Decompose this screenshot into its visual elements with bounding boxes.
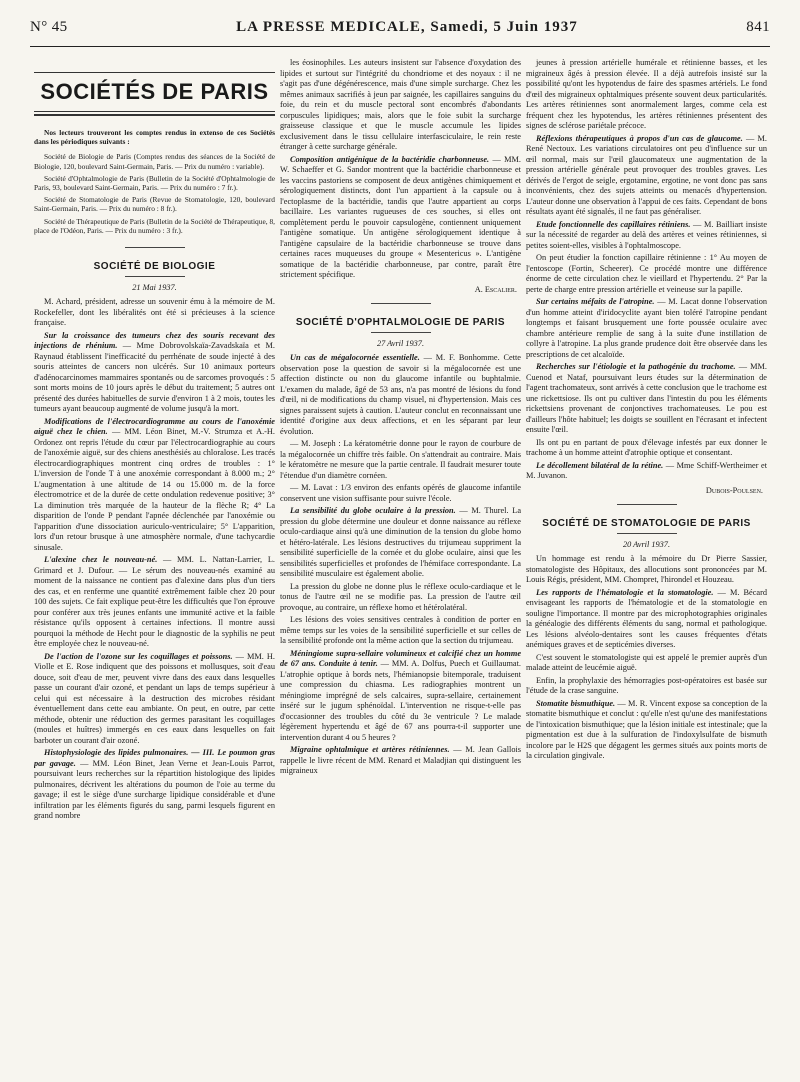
article-paragraph: — M. Lavat : 1/3 environ des enfants opérés de glaucome infantile conservent une vision suffisante pour suivre l'école. xyxy=(280,483,521,503)
article-paragraph: Etude fonctionnelle des capillaires rétiniens. — M. Bailliart insiste sur la nécessité de regarder au delà des artères et veines rétiniennes, si petites soient-elles, visibles à l'ophtalmoscope. xyxy=(526,219,767,250)
section-title-stomatologie: SOCIÉTÉ DE STOMATOLOGIE DE PARIS xyxy=(542,518,751,529)
section-rule xyxy=(125,276,185,277)
article-paragraph: Les lésions des voies sensitives centrales à condition de porter en même temps sur les voies de la sensibilité superficielle et sur celles de la sensibilité profonde ont la même action que la section du trijumeau. xyxy=(280,615,521,645)
section-rule xyxy=(125,247,185,248)
article-paragraph: La sensibilité du globe oculaire à la pression. — M. Thurel. La pression du globe détermine une douleur et donne naissance au réflexe oculo-cardiaque ainsi qu'à une diminution de la tension du globe homo et hétéro-latérale. Les lésions destructives du trijumeau suppriment la sensibilité superficielle de la cornée et du globe oculaire, ainsi que les sensibilités superficielles et profondes de l'hémiface correspondante. La sensibilité musculaire est également abolie. xyxy=(280,506,521,578)
title-rule xyxy=(34,114,275,116)
article-paragraph: L'alexine chez le nouveau-né. — MM. L. Nattan-Larrier, L. Grimard et J. Dufour. — Le sérum des nouveau-nés examiné au moment de la naissance ne contient pas d'alexine dans plus d'un tiers des cas, et en renferme une quantité extrêmement faible chez 20 pour 100 des sujets. Ce fait explique peut-être les difficultés que l'on éprouve pour conférer aux très jeunes enfants une immunité active et la faible résistance qu'ils opposent à certaines infections. Il montre aussi pourquoi la méthode de Hecht pour le diagnostic de la syphilis ne peut être employée chez le nouveau-né. xyxy=(34,555,275,649)
note-item: Société de Stomatologie de Paris (Revue de Stomatologie, 120, boulevard Saint-Germain, Paris. — Prix du numéro : 8 fr.). xyxy=(34,195,275,214)
article-paragraph: M. Achard, président, adresse un souvenir ému à la mémoire de M. Rockefeller, dont les libéralités ont été si précieuses à la science française. xyxy=(34,297,275,328)
header-rule xyxy=(30,46,770,47)
article-paragraph: Migraine ophtalmique et artères rétiniennes. — M. Jean Gallois rappelle le livre récent de MM. Renard et Maladjian qui distinguent les migraineux xyxy=(280,745,521,775)
main-title: SOCIÉTÉS DE PARIS xyxy=(34,72,275,112)
column-2 xyxy=(280,58,521,1058)
article-paragraph: C'est souvent le stomatologiste qui est appelé le premier auprès d'un malade atteint de leucémie aiguë. xyxy=(526,652,767,672)
section-title-biologie: SOCIÉTÉ DE BIOLOGIE xyxy=(93,261,216,273)
article-paragraph: La pression du globe ne donne plus le réflexe oculo-cardiaque et le tonus de l'autre œil ne se modifie pas. La pression de l'autre œil provoque, au contraire, un réflexe homo et hétérolatéral. xyxy=(280,581,521,612)
article-paragraph: Composition antigénique de la bactéridie charbonneuse. — MM. W. Schaeffer et G. Sandor montrent que la bactéridie charbonneuse et les vaccins pastoriens se composent de deux antigènes chimiquement et sérologiquement distincts, dont l'un appartient à la capsule ou à l'ectoplasme de la bactéridie, tandis que l'autre appartient au corps bacillaire. Les variantes rugueuses de ces souches, si elles ont complètement perdu le pouvoir capsulogène, contiennent uniquement l'antigène somatique. Un antigène sérologiquement identique à l'antigène capsulaire de la bactéridie charbonneuse se trouve dans certaines races muqueuses du groupe « Mesentericus ». L'antigène somatique de la bactéridie charbonneuse, par contre, paraît être strictement spécifique. xyxy=(280,154,521,279)
session-date: 27 Avril 1937. xyxy=(376,338,425,348)
section-rule xyxy=(617,533,677,534)
section-rule xyxy=(371,303,431,304)
article-paragraph: Les rapports de l'hématologie et la stomatologie. — M. Bécard envisageant les rapports de l'hématologie et de la stomatologie en souligne l'importance. Il montre par des microphotographies originales la généalogie des différents éléments du sang, normal et pathologique. Les lésions alvéolo-dentaires sont les causes fréquentes d'états anémiques graves et de septicémies diverses. xyxy=(526,587,767,649)
session-date: 21 Mai 1937. xyxy=(132,282,177,292)
article-paragraph: Un hommage est rendu à la mémoire du Dr Pierre Sassier, stomatologiste des Hôpitaux, des allocutions sont prononcées par M. Louis Régis, président, MM. Chompret, l'hirondel et Houzeau. xyxy=(526,554,767,584)
author-signature: A. Escalier. xyxy=(474,284,517,294)
note-item: Société d'Ophtalmologie de Paris (Bulletin de la Société d'Ophtalmologie de Paris, 93, boulevard Saint-Germain, Paris. — Prix du numéro : 7 fr.). xyxy=(34,173,275,193)
section-rule xyxy=(371,332,431,333)
author-signature: Dubois-Poulsen. xyxy=(705,485,763,495)
page-number: 841 xyxy=(746,19,770,35)
article-paragraph: Enfin, la prophylaxie des hémorragies post-opératoires est basée sur l'étude de la crase sanguine. xyxy=(526,675,767,695)
article-paragraph: Recherches sur l'étiologie et la pathogénie du trachome. — MM. Cuenod et Nataf, poursuivant leurs études sur la détermination de l'agent trachomateux, sont arrivés à cette conclusion que le trachome est une rickettsiose. Ils ont pu cultiver dans l'intestin du pou les éléments rickettsiens provenant de conjonctives trachomateuses. Le pou est d'ailleurs l'hôte habituel; les doigts se souillent en l'écrasant et infectent ensuite l'œil. xyxy=(526,362,767,434)
article-paragraph: jeunes à pression artérielle humérale et rétinienne basses, et les migraineux âgés à pression élevée. Il a déjà autrefois insisté sur la possibilité qu'ont les hypotendus de faire des spasmes artériels. Le fond d'œil des migraineux ophtalmiques présente souvent deux particularités. Les artères rétiniennes sont anormalement larges, comme cela est fréquent chez les hypotendus, les artères rétiniennes présentent des signes de sclérose pariétale précoce. xyxy=(526,58,767,130)
article-paragraph: Stomatite bismuthique. — M. R. Vincent expose sa conception de la stomatite bismuthique et conclut : qu'elle n'est qu'une des manifestations de l'intoxication bismuthique; que la lésion initiale est intestinale; que la pigmentation est due à la sulfuration de l'indoxylsulfate de bismuth incolore par le H2S que dégagent les germes situés aux points morts de la circulation gingivale. xyxy=(526,698,767,760)
column-3 xyxy=(526,58,767,1058)
article-paragraph: — M. Joseph : La kératométrie donne pour le rayon de courbure de la mégalocornée un chiffre très faible. On s'attendrait au contraire. Mais le kératomètre ne mesure que la partie centrale. Il faudrait mesurer toute l'étendue d'un diamètre cornéen. xyxy=(280,439,521,480)
session-date: 20 Avril 1937. xyxy=(622,539,671,549)
periodicals-note xyxy=(34,128,275,235)
section-rule xyxy=(617,504,677,505)
article-paragraph: Modifications de l'électrocardiogramme au cours de l'anoxémie aiguë chez le chien. — MM. Léon Binet, M.-V. Strumza et A.-H. Ordonez ont repris l'étude du cœur par l'électrocardiographie au cours de l'anoxémie aiguë, sur des chiens anesthésiés au chloralose. Les tracés électrocardiographiques montrent cinq ordres de troubles : 1° L'inversion de l'onde T à une anoxémie correspondant à 8.000 m.; 2° L'augmentation à une altitude de 14 ou 15.000 m. de la force électromotrice et de la durée de cette ondulation redevenue positive; 3° La diminution très marquée de la hauteur de la flèche R; 4° La disparition de l'onde P pendant l'apnée déclenchée par l'anoxémie ou l'apparition d'une dissociation auriculo-ventriculaire; 5° L'apparition, lors d'un retour brusque à une atmosphère normale, d'une tachycardie sinusale. xyxy=(34,416,275,552)
article-paragraph: Méningiome supra-sellaire volumineux et calcifié chez un homme de 67 ans. Conduite à tenir. — MM. A. Dolfus, Puech et Guillaumat. L'atrophie optique à bords nets, l'hémianopsie bitemporale, traduisent une compression du chiasma. Les radiographies montrent un méningiome imprégné de sels calcaires, supra-sellaire, certainement inséré sur le jugum sphénoïdal. L'intervention ne risque-t-elle pas d'occasionner des troubles du côté du 3e ventricule ? Le malade légèrement hypertendu et âgé de 67 ans pourra-t-il supporter une intervention durant 4 ou 5 heures ? xyxy=(280,648,521,742)
note-item: Société de Thérapeutique de Paris (Bulletin de la Société de Thérapeutique, 8, place de l'Odéon, Paris. — Prix du numéro : 3 fr.). xyxy=(34,216,275,235)
issue-number: N° 45 xyxy=(30,19,68,35)
article-paragraph: Sur la croissance des tumeurs chez des souris recevant des injections de rhénium. — Mme Dobrovolskaïa-Zavadskaïa et M. Raynaud établissent l'inefficacité du perrhénate de soude injecté à des souris atteintes de cancers non ulcérés. Sur 10 animaux porteurs d'adénocarcinomes mammaires spontanés ou de sarcomes provoqués : 5 sont morts moins de 10 jours après le début du traitement; 5 autres ont présenté des durées habituelles de survie d'environ 1 à 2 mois, toutes les tumeurs ayant beaucoup augmenté de volume jusqu'à la mort. xyxy=(34,330,275,414)
note-intro: Nos lecteurs trouveront les comptes rendus in extenso de ces Sociétés dans les périodiques suivants : xyxy=(34,128,275,147)
note-item: Société de Biologie de Paris (Comptes rendus des séances de la Société de Biologie, 120, boulevard Saint-Germain, Paris. — Prix du numéro : variable). xyxy=(34,152,275,171)
section-title-ophtalmologie: SOCIÉTÉ D'OPHTALMOLOGIE DE PARIS xyxy=(295,317,506,328)
article-paragraph: On peut étudier la fonction capillaire rétinienne : 1° Au moyen de l'entoscope (Fortin, Scheerer). Ce procédé montre une différence énorme de cette circulation chez le vieillard et l'hypertendu. 2° Par la perte de charge entre pression artérielle et veineuse sur la papille. xyxy=(526,253,767,294)
column-1 xyxy=(34,58,275,1058)
article-paragraph: Ils ont pu en partant de poux d'élevage infestés par eux donner le trachome à un homme atteint d'atrophie optique et consentant. xyxy=(526,437,767,457)
article-paragraph: les éosinophiles. Les auteurs insistent sur l'absence d'oxydation des lipides et surtout sur l'intégrité du chondriome et des noyaux : il ne s'agit pas d'une dégénérescence, mais d'une simple surcharge. Chez les mêmes animaux sacrifiés à jeun par saignée, les capillaires sanguins du foie, du rein et du muscle pectoral sont encombrés d'abondants corpuscules lipidiques; mais, alors que le foie subit la surcharge graisseuse classique et que le muscle accumule les lipides exclusivement dans le tissu cellulaire interfasciculaire, le rein reste étranger à cette surcharge générale. xyxy=(280,58,521,151)
article-paragraph: Le décollement bilatéral de la rétine. — Mme Schiff-Wertheimer et M. Juvanon. xyxy=(526,460,767,480)
article-paragraph: Un cas de mégalocornée essentielle. — M. F. Bonhomme. Cette observation pose la question de savoir si la mégalocornée est une affection distincte ou non du glaucome infantile ou buphtalmie. L'examen du malade, âgé de 53 ans, n'a pas montré de lésions du fond d'œil, ni de modifications du champ visuel, ni d'hypertension. Mais ces signes paraissent sujets à caution. L'auteur conclut en reconnaissant une identité d'origine aux deux affections, et en les séparant par leur évolution. xyxy=(280,353,521,436)
article-paragraph: Histophysiologie des lipides pulmonaires. — III. Le poumon gras par gavage. — MM. Léon Binet, Jean Verne et Jean-Louis Parrot, poursuivant leurs recherches sur la répartition histologique des lipides pulmonaires, décrivent les altérations du poumon de l'oie au terme du gavage; il est le siège d'une surcharge lipidique considérable et d'une infiltration par les éléments figurés du sang, parmi lesquels figurent en grand nombre xyxy=(34,748,275,821)
page-header xyxy=(30,19,770,44)
masthead-title: LA PRESSE MEDICALE, Samedi, 5 Juin 1937 xyxy=(236,19,578,35)
article-paragraph: De l'action de l'ozone sur les coquillages et poissons. — MM. H. Violle et E. Rose indiquent que des poissons et mollusques, soit d'eau douce, soit d'eau de mer, peuvent vivre dans des eaux dans lesquelles passe un courant d'air ozoné, et pendant un laps de temps supérieur à celui qui est nécessaire à la destruction des microbes résidant éventuellement dans cette eau ambiante. On peut, en outre, par cette méthode, obtenir une réduction des germes parasitant les coquillages (moules et huîtres) immergés en ces eaux dans lesquelles on fait barboter un courant d'air ozoné. xyxy=(34,651,275,745)
article-paragraph: Sur certains méfaits de l'atropine. — M. Lacat donne l'observation d'un homme atteint d'iridocyclite ayant bien toléré l'atropine pendant longtemps et faisant brusquement une forte poussée oculaire avec chambre antérieure remplie de sang à la suite d'une instillation de collyre à l'atropine. La plus grande prudence doit être observée dans les prescriptions de cet alcaloïde. xyxy=(526,297,767,359)
article-paragraph: Réflexions thérapeutiques à propos d'un cas de glaucome. — M. René Nectoux. Les variations circulatoires ont peu d'influence sur un œil normal, mais sur l'œil glaucomateux une augmentation de la pression artérielle générale peut provoquer des troubles graves. Les dérivés de l'ergot de seigle, ergotamine, ergotine, ne vont donc pas sans inconvénients, chez des sujets atteints ou menacés d'hypertension. L'auteur donne une observation à l'appui de ces faits. Cependant de bons résultats ayant été signalés, il ne faut pas généraliser. xyxy=(526,133,767,216)
